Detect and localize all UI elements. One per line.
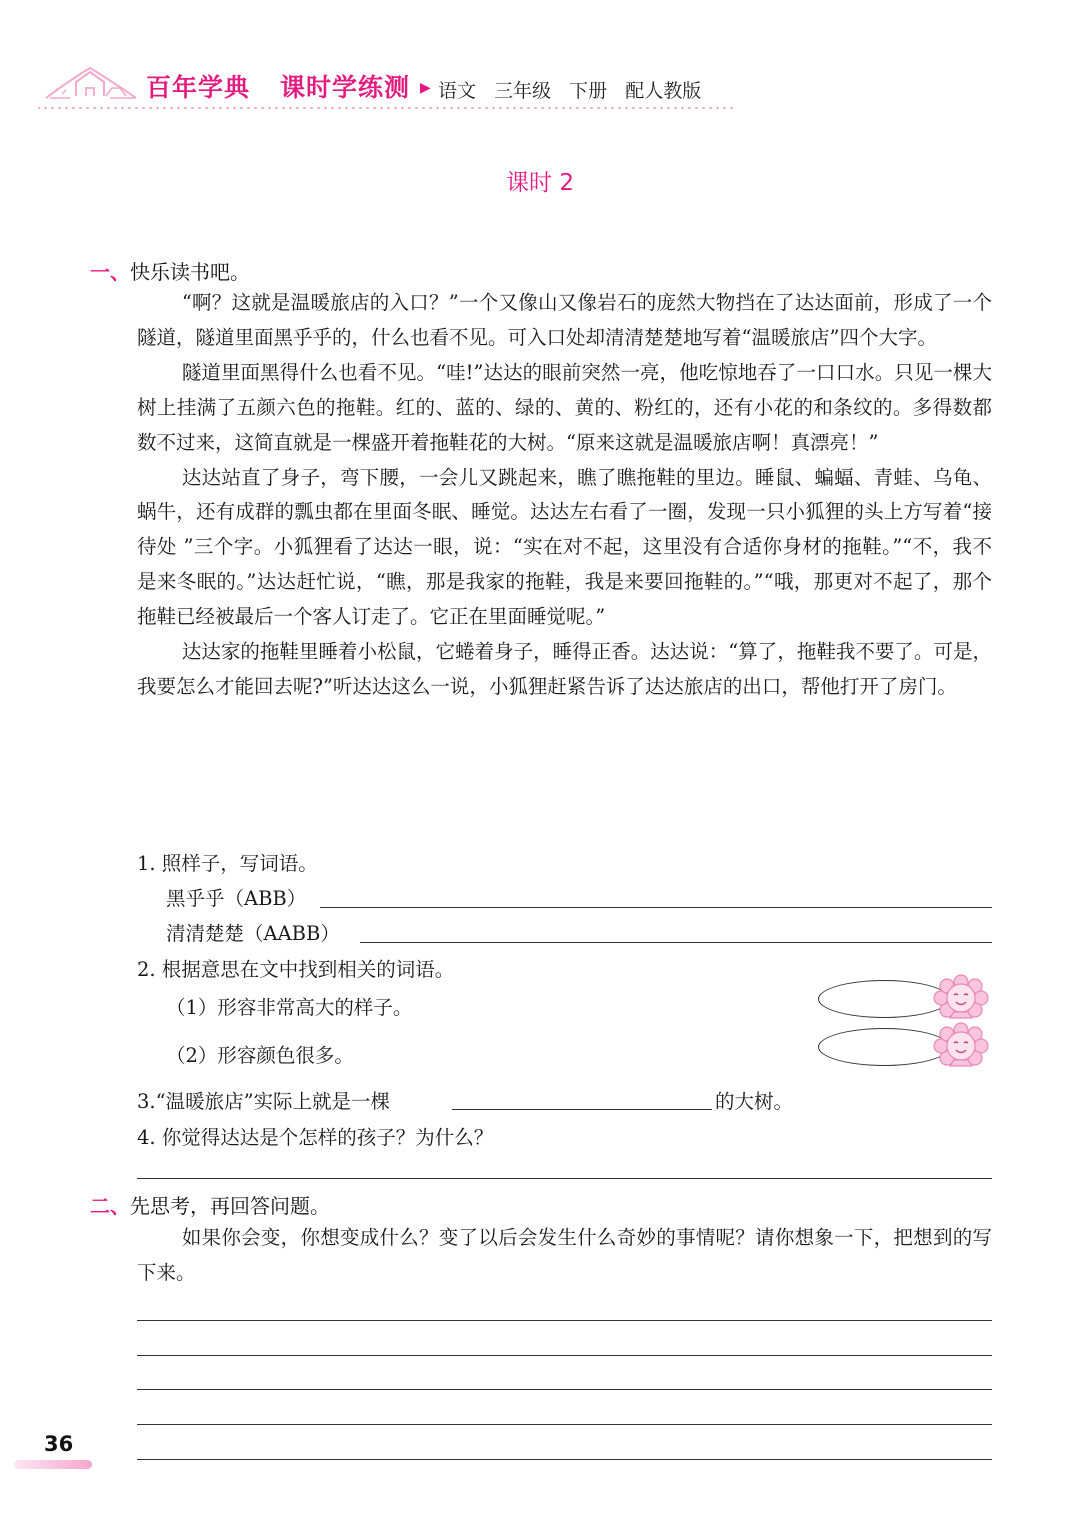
passage-paragraph: “啊？这就是温暖旅店的入口？”一个又像山又像岩石的庞然大物挡在了达达面前，形成了一个隧道，隧道里面黑乎乎的，什么也看不见。可入口处却清清楚楚地写着“温暖旅店”四个大字。 [137, 291, 992, 349]
question-3-suffix: 的大树。 [715, 1090, 794, 1113]
writing-line[interactable] [137, 1459, 992, 1460]
reading-passage [137, 286, 992, 705]
section1-number: 一、 [90, 260, 130, 284]
writing-line[interactable] [137, 1355, 992, 1356]
header-arrow-icon: ▶ [420, 80, 431, 96]
question-1-item-b: 清清楚楚（AABB） [166, 922, 340, 945]
writing-line[interactable] [137, 1320, 992, 1321]
section1-title: 快乐读书吧。 [130, 260, 250, 284]
header-edition: 配人教版 [625, 80, 702, 102]
flower-face-icon [930, 1022, 992, 1072]
page-number-bar [14, 1460, 92, 1469]
passage-paragraph: 达达家的拖鞋里睡着小松鼠，它蜷着身子，睡得正香。达达说：“算了，拖鞋我不要了。可是，我要怎么才能回去呢?”听达达这么一说，小狐狸赶紧告诉了达达旅店的出口，帮他打开了房门。 [137, 640, 992, 698]
answer-line-4[interactable] [137, 1178, 992, 1179]
section2-heading [90, 1190, 330, 1219]
header-house-logo [40, 58, 140, 104]
answer-line-1a[interactable] [320, 907, 992, 908]
writing-line[interactable] [137, 1424, 992, 1425]
header-series: 课时学练测 [280, 73, 411, 102]
section2-number: 二、 [90, 1194, 130, 1218]
question-3-prefix: 3.“温暖旅店”实际上就是一棵 [137, 1090, 391, 1113]
answer-line-1b[interactable] [360, 942, 992, 943]
header-subject: 语文 [438, 80, 477, 102]
section2-prompt-text: 如果你会变，你想变成什么？变了以后会发生什么奇妙的事情呢？请你想象一下，把想到的写下来。 [137, 1226, 992, 1284]
question-2-item-2: （2）形容颜色很多。 [166, 1044, 354, 1067]
passage-paragraph: 隧道里面黑得什么也看不见。“哇!”达达的眼前突然一亮，他吃惊地吞了一口口水。只见一棵大树上挂满了五颜六色的拖鞋。红的、蓝的、绿的、黄的、粉红的，还有小花的和条纹的。多得数都数不过来，这简直就是一棵盛开着拖鞋花的大树。“原来这就是温暖旅店啊！真漂亮！” [137, 360, 992, 454]
passage-paragraph: 达达站直了身子，弯下腰，一会儿又跳起来，瞧了瞧拖鞋的里边。睡鼠、蝙蝠、青蛙、乌龟、蜗牛，还有成群的瓢虫都在里面冬眠、睡觉。达达左右看了一圈，发现一只小狐狸的头上方写着“接待处 ”三个字。小狐狸看了达达一眼，说：“实在对不起，这里没有合适你身材的拖鞋。”“不，我不是来冬眠的。”达达赶忙说，“瞧，那是我家的拖鞋，我是来要回拖鞋的。”“哦，那更对不起了，那个拖鞋已经被最后一个客人订走了。它正在里面睡觉呢。” [137, 465, 992, 629]
header-grade: 三年级 [494, 80, 552, 102]
question-1-item-a: 黑乎乎（ABB） [166, 887, 307, 910]
header-subtitle [438, 76, 701, 103]
flower-face-icon [930, 974, 992, 1024]
writing-line[interactable] [137, 1389, 992, 1390]
question-4: 4. 你觉得达达是个怎样的孩子？为什么？ [137, 1126, 494, 1149]
section2-title: 先思考，再回答问题。 [130, 1194, 330, 1218]
section1-heading [90, 256, 250, 285]
question-2-item-1: （1）形容非常高大的样子。 [166, 996, 413, 1019]
question-1: 1. 照样子，写词语。 [137, 852, 318, 875]
section2-prompt [137, 1221, 992, 1291]
header-brand: 百年学典 [146, 73, 251, 102]
header-dotted-line [38, 102, 738, 114]
answer-line-3[interactable] [452, 1109, 712, 1110]
lesson-title: 课时 2 [506, 170, 574, 196]
header-volume: 下册 [569, 80, 608, 102]
question-2: 2. 根据意思在文中找到相关的词语。 [137, 958, 455, 981]
page-number: 36 [44, 1432, 74, 1456]
